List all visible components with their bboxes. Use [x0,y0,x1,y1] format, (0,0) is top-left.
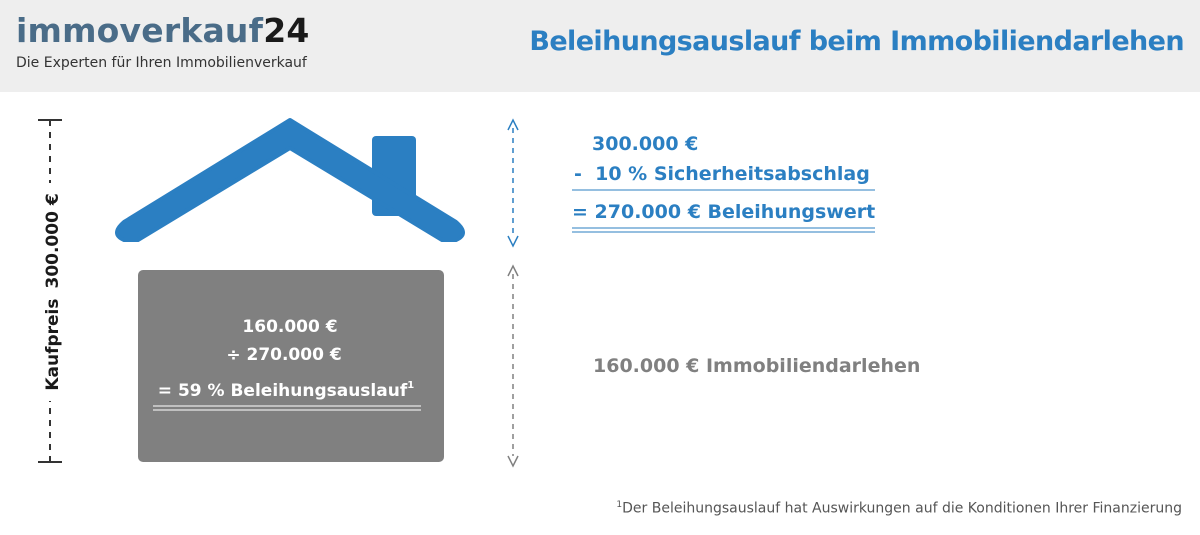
logo-text: immoverkauf [16,11,264,50]
loan-to-value-text: = 59 % Beleihungsauslauf$^1$ [157,380,415,401]
lending-value-text: = 270.000 € Beleihungswert [572,201,876,223]
loan-arrow [508,266,518,466]
valuation-divisor-text: ÷ 270.000 € [226,345,342,365]
page-title: Beleihungsauslauf beim Immobiliendarlehen [529,26,1184,57]
logo-number: 24 [263,11,310,50]
footnote-text: Der Beleihungsauslauf hat Auswirkungen auf die Konditionen Ihrer Finanzierung [622,500,1182,517]
footnote [616,500,1182,517]
house-roof [117,120,463,240]
price-label: Kaufpreis300.000 € [43,193,63,391]
logo-tagline: Die Experten für Ihren Immobilienverkauf [16,55,307,71]
house-body [138,270,444,462]
purchase-price-text: 300.000 € [592,133,699,155]
loan-label: 160.000 € Immobiliendarlehen [593,355,921,377]
loan-amount-text: 160.000 € [242,317,338,337]
footnote-marker: 1 [616,500,623,510]
safety-discount-text: - 10 % Sicherheitsabschlag [574,163,870,185]
valuation-arrow [508,120,518,246]
valuation-double-underline [572,228,875,232]
